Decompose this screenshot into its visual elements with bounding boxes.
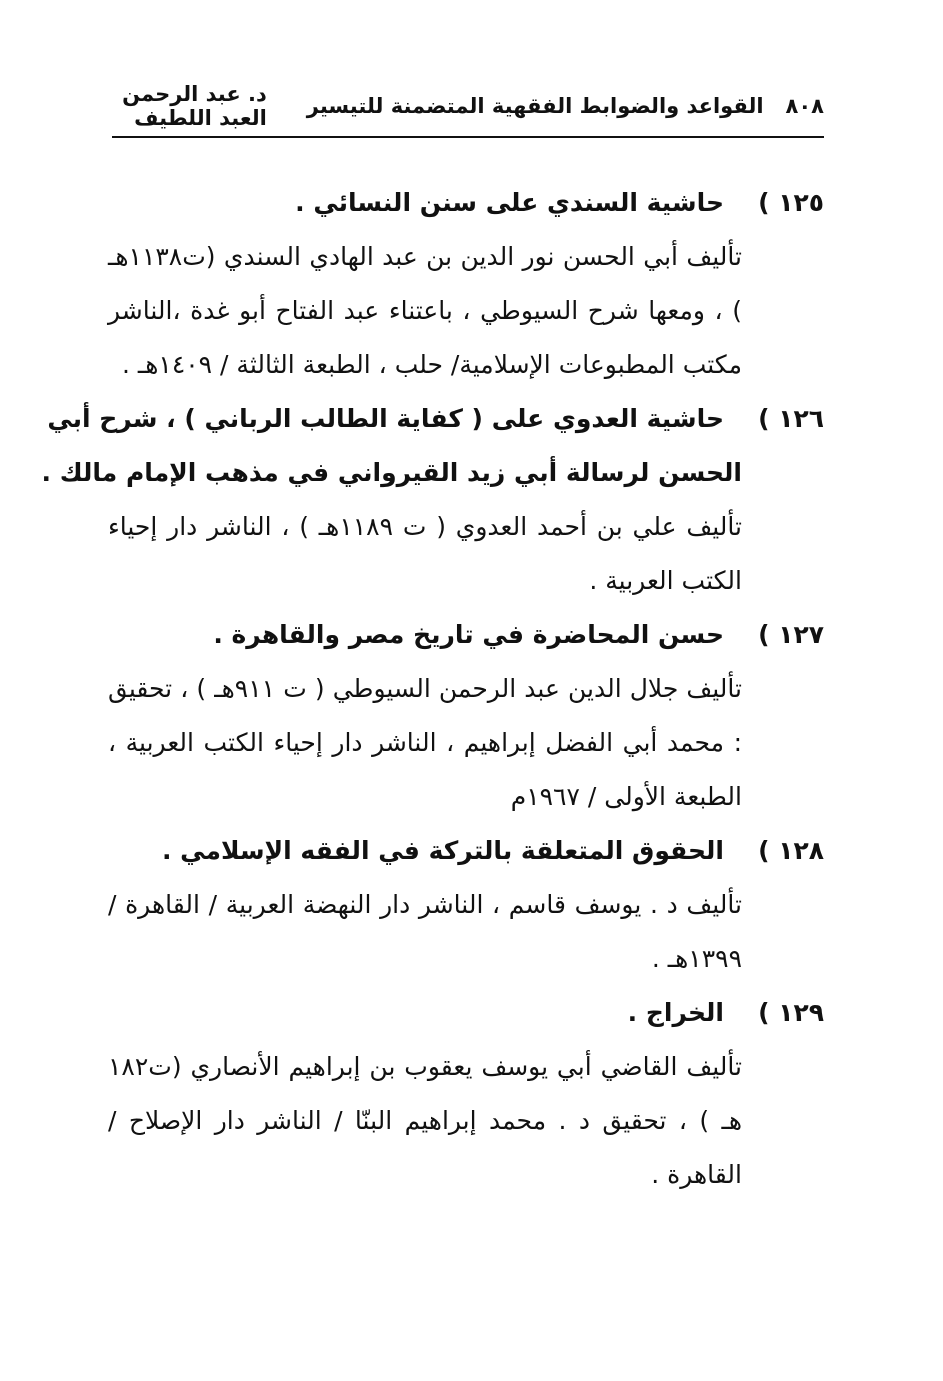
bibliography-entry	[108, 176, 824, 392]
entry-details: تأليف د . يوسف قاسم ، الناشر دار النهضة العربية / القاهرة / ١٣٩٩هـ .	[108, 890, 742, 973]
page-number: ٨٠٨	[785, 94, 824, 118]
entry-title: حاشية العدوي على ( كفاية الطالب الرباني ) ، شرح أبي	[47, 404, 724, 433]
entry-number: ١٢٥ )	[758, 188, 824, 217]
bibliography-entry	[108, 986, 824, 1202]
entry-heading	[108, 986, 824, 1040]
entry-title: الحقوق المتعلقة بالتركة في الفقه الإسلامي .	[161, 836, 724, 865]
entry-heading	[108, 176, 824, 230]
entry-title: الخراج .	[627, 998, 724, 1027]
bibliography-entry	[108, 608, 824, 824]
entry-heading	[108, 824, 824, 878]
bibliography-list	[41, 176, 824, 1202]
entry-number: ١٢٨ )	[758, 836, 824, 865]
entry-number: ١٢٩ )	[758, 998, 824, 1027]
book-title: القواعد والضوابط الفقهية المتضمنة للتيسير	[306, 94, 764, 118]
entry-heading	[41, 392, 824, 500]
entry-title: حاشية السندي على سنن النسائي .	[295, 188, 724, 217]
header-rule	[112, 136, 824, 138]
entry-details: تأليف علي بن أحمد العدوي ( ت ١١٨٩هـ ) ، الناشر دار إحياء الكتب العربية .	[108, 512, 743, 595]
entry-title-continuation: الحسن لرسالة أبي زيد القيرواني في مذهب الإمام مالك .	[41, 458, 742, 487]
entry-heading	[108, 608, 824, 662]
author-name: د. عبد الرحمن العبد اللطيف	[122, 82, 267, 130]
entry-details: تأليف أبي الحسن نور الدين بن عبد الهادي السندي (ت١١٣٨هـ ) ، ومعها شرح السيوطي ، باعتناء عبد الفتاح أبو غدة ،الناشر مكتب المطبوعات الإسلامية/ حلب ، الطبعة الثالثة / ١٤٠٩هـ .	[108, 242, 742, 379]
bibliography-entry	[108, 824, 824, 986]
entry-details: تأليف جلال الدين عبد الرحمن السيوطي ( ت ٩١١هـ ) ، تحقيق : محمد أبي الفضل إبراهيم ، الناشر دار إحياء الكتب العربية ، الطبعة الأولى / ١٩٦٧م	[108, 674, 743, 811]
bibliography-entry	[41, 392, 824, 608]
entry-title: حسن المحاضرة في تاريخ مصر والقاهرة .	[213, 620, 724, 649]
entry-number: ١٢٧ )	[758, 620, 824, 649]
entry-details: تأليف القاضي أبي يوسف يعقوب بن إبراهيم الأنصاري (ت١٨٢ هـ ) ، تحقيق د . محمد إبراهيم البنّا / الناشر دار الإصلاح / القاهرة .	[108, 1052, 742, 1189]
running-head	[112, 82, 824, 130]
entry-number: ١٢٦ )	[758, 404, 824, 433]
